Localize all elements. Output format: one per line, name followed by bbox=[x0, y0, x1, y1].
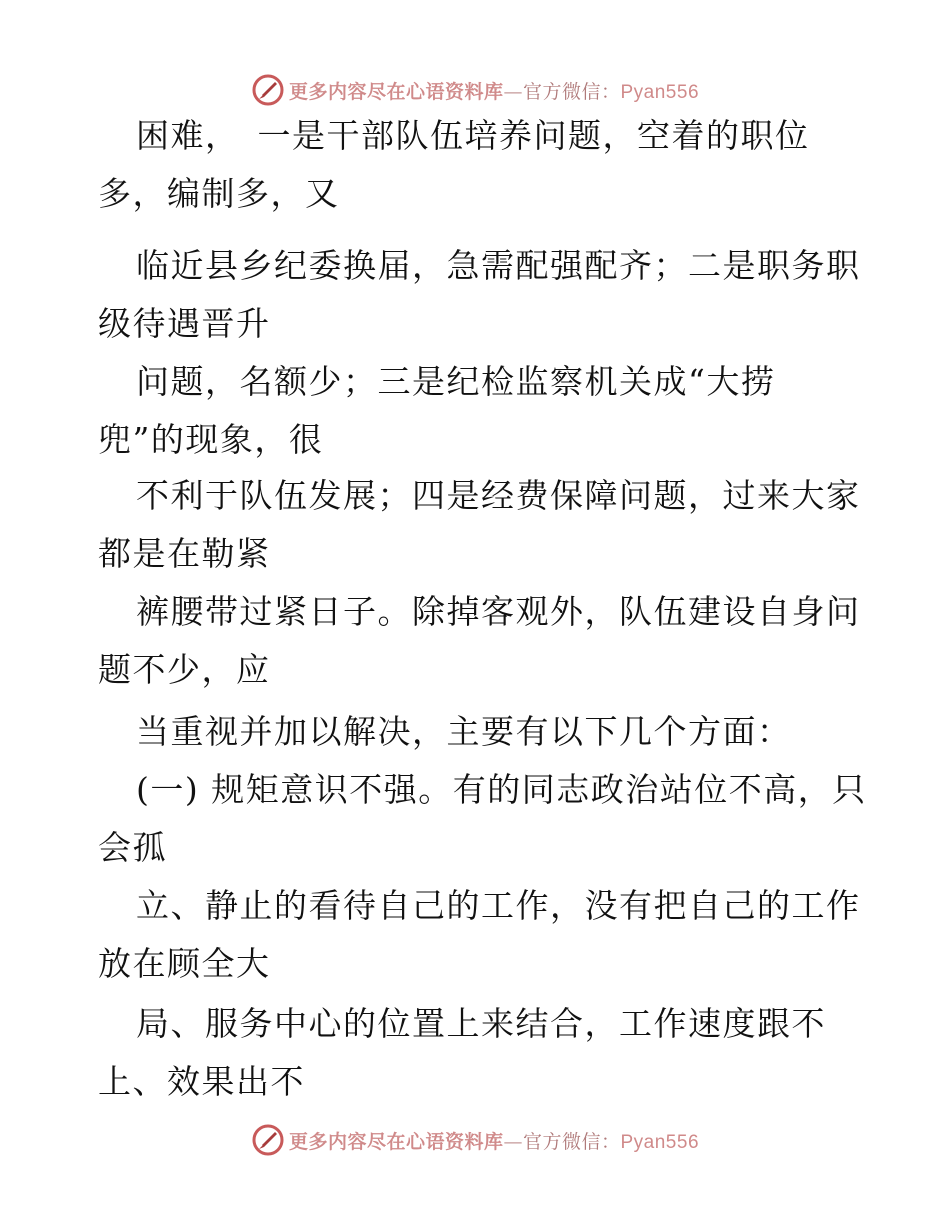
header-wechat-handle: Pyan556 bbox=[620, 81, 700, 103]
text-line: 都是在勒紧 bbox=[98, 534, 271, 573]
text-line: 问题，名额少；三是纪检监察机关成“大捞 bbox=[136, 362, 776, 401]
text-line: 级待遇晋升 bbox=[98, 304, 271, 343]
footer-banner-text bbox=[289, 1127, 699, 1154]
logo-icon bbox=[251, 1123, 285, 1157]
footer-dash: — bbox=[503, 1130, 523, 1153]
text-line: 当重视并加以解决，主要有以下几个方面： bbox=[136, 712, 792, 751]
logo-icon bbox=[251, 73, 285, 107]
text-line: 会孤 bbox=[98, 828, 167, 867]
text-line: 立、静止的看待自己的工作，没有把自己的工作 bbox=[136, 886, 861, 925]
text-line: 困难， 一是干部队伍培养问题，空着的职位 bbox=[136, 116, 810, 155]
footer-brand: 更多内容尽在心语资料库 bbox=[288, 1130, 504, 1153]
footer-wechat-label: 官方微信： bbox=[522, 1130, 621, 1153]
text-line: 兜”的现象，很 bbox=[98, 420, 324, 459]
text-line: 裤腰带过紧日子。除掉客观外，队伍建设自身问 bbox=[136, 592, 861, 631]
header-brand: 更多内容尽在心语资料库 bbox=[288, 80, 504, 103]
header-banner bbox=[0, 70, 950, 110]
text-line: 局、服务中心的位置上来结合，工作速度跟不 bbox=[136, 1004, 826, 1043]
text-line: 上、效果出不 bbox=[98, 1062, 305, 1101]
text-line: 多，编制多，又 bbox=[98, 174, 340, 213]
text-line: 不利于队伍发展；四是经费保障问题，过来大家 bbox=[136, 476, 861, 515]
header-wechat-label: 官方微信： bbox=[522, 80, 621, 103]
header-dash: — bbox=[503, 80, 523, 103]
text-line: (一) 规矩意识不强。有的同志政治站位不高，只 bbox=[136, 770, 867, 809]
text-line: 放在顾全大 bbox=[98, 944, 271, 983]
text-line: 题不少，应 bbox=[98, 650, 271, 689]
footer-banner bbox=[0, 1120, 950, 1160]
header-banner-text bbox=[289, 77, 699, 104]
footer-wechat-handle: Pyan556 bbox=[620, 1131, 700, 1153]
text-line: 临近县乡纪委换届，急需配强配齐；二是职务职 bbox=[136, 246, 861, 285]
